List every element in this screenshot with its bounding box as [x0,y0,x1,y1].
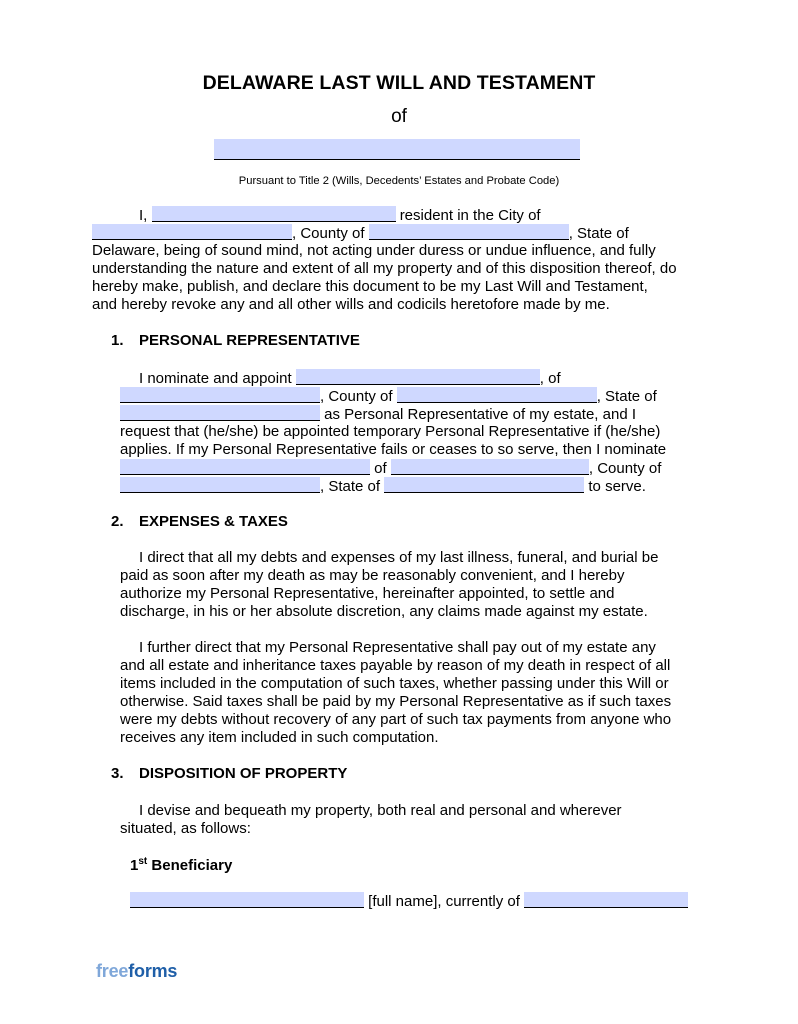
disposition-line-2: situated, as follows: [120,820,251,837]
intro-state-label: , State of [568,225,629,242]
rep-county-field[interactable] [397,387,597,403]
expenses-p1-line-1: I direct that all my debts and expenses of my last illness, funeral, and burial be [139,549,659,566]
rep-state-field[interactable] [120,405,320,421]
document-title: DELAWARE LAST WILL AND TESTAMENT [202,72,596,94]
alt-rep-serve-label: to serve. [588,478,646,495]
section-heading-1 [111,332,360,349]
alt-rep-name-field[interactable] [120,459,370,475]
beneficiary-address-field[interactable] [524,892,688,908]
alt-rep-county-label: , County of [588,460,662,477]
beneficiary-heading [130,856,232,874]
testator-name-field[interactable] [214,139,580,160]
expenses-p2-line-4: otherwise. Said taxes shall be paid by my Personal Representative as if such taxes [120,693,672,710]
beneficiary-line [130,892,688,911]
rep-line-6 [120,459,661,478]
beneficiary-label: Beneficiary [151,857,233,874]
section-heading-2 [111,513,288,530]
intro-county-label: , County of [292,225,365,242]
section-number: 2. [111,513,124,530]
section-title: PERSONAL REPRESENTATIVE [139,332,360,349]
rep-line-3 [120,405,636,424]
expenses-p1-line-2: paid as soon after my death as may be reasonably convenient, and I hereby [120,567,625,584]
rep-of-label: , of [539,370,561,387]
intro-line-2 [92,224,629,243]
expenses-p2-line-3: items included in the computation of such taxes, whether passing under this Will or [120,675,669,692]
testator-full-name-field[interactable] [152,206,396,222]
rep-state-label: , State of [596,388,657,405]
disposition-line-1: I devise and bequeath my property, both real and personal and wherever [139,802,622,819]
freeforms-logo [96,961,177,982]
beneficiary-ordinal: 1 [130,857,139,874]
expenses-p2-line-5: were my debts without recovery of any part of such tax payments from anyone who [120,711,672,728]
alt-rep-of-label: of [374,460,387,477]
beneficiary-currently-label: [full name], currently of [368,893,520,910]
rep-county-label: , County of [320,388,393,405]
pursuant-statute-note: Pursuant to Title 2 (Wills, Decedents’ Estates and Probate Code) [238,175,560,187]
expenses-p2-line-6: receives any item included in such computation. [120,729,439,746]
section-title: DISPOSITION OF PROPERTY [139,765,348,782]
rep-line-1 [139,369,561,388]
alt-rep-state-field[interactable] [384,477,584,493]
section-title: EXPENSES & TAXES [139,513,288,530]
expenses-p2-line-2: and all estate and inheritance taxes payable by reason of my death in respect of all [120,657,671,674]
rep-city-field[interactable] [120,387,320,403]
expenses-p1-line-4: discharge, in his or her absolute discretion, any claims made against my estate. [120,603,648,620]
intro-i-label: I, [139,207,148,224]
alt-rep-state-label: , State of [320,478,381,495]
intro-line-1 [139,206,541,225]
alt-rep-city-field[interactable] [391,459,589,475]
intro-line-6: and hereby revoke any and all other wills and codicils heretofore made by me. [92,296,610,313]
section-heading-3 [111,765,347,782]
rep-as-label: as Personal Representative of my estate, and I [324,406,637,423]
of-label: of [391,106,407,127]
county-field[interactable] [369,224,569,240]
section-number: 3. [111,765,124,782]
beneficiary-ordinal-suffix: st [138,856,148,867]
intro-line-4: understanding the nature and extent of all my property and of this disposition thereof, do [92,260,677,277]
city-field[interactable] [92,224,292,240]
intro-line-3: Delaware, being of sound mind, not acting under duress or undue influence, and fully [92,242,656,259]
rep-line-5: applies. If my Personal Representative fails or ceases to so serve, then I nominate [120,441,667,458]
rep-name-field[interactable] [296,369,540,385]
beneficiary-name-field[interactable] [130,892,364,908]
rep-nominate-label: I nominate and appoint [139,370,292,387]
intro-resident-label: resident in the City of [399,207,541,224]
expenses-p2-line-1: I further direct that my Personal Representative shall pay out of my estate any [139,639,656,656]
expenses-p1-line-3: authorize my Personal Representative, hereinafter appointed, to settle and [120,585,615,602]
rep-line-4: request that (he/she) be appointed temporary Personal Representative if (he/she) [120,423,661,440]
rep-line-2 [120,387,657,406]
intro-line-5: hereby make, publish, and declare this document to be my Last Will and Testament, [92,278,648,295]
logo-free-text: free [96,961,129,981]
rep-line-7 [120,477,646,496]
section-number: 1. [111,332,124,349]
logo-forms-text: forms [128,961,178,981]
alt-rep-county-field[interactable] [120,477,320,493]
